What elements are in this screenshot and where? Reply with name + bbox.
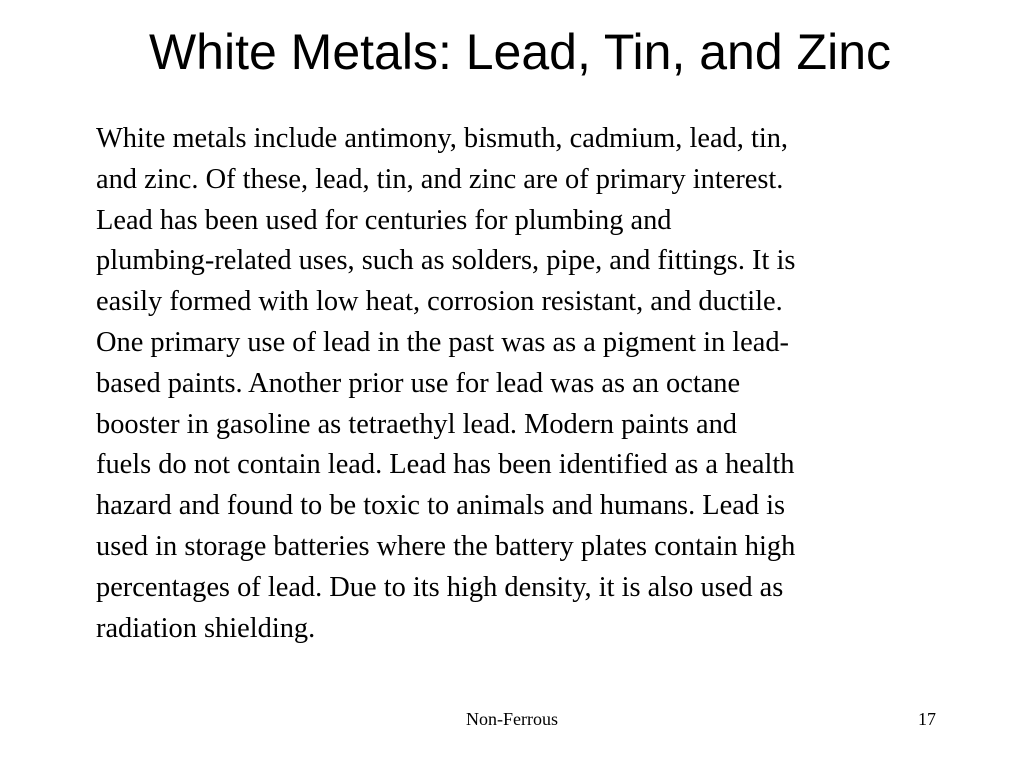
body-line: White metals include antimony, bismuth, cadmium, lead, tin, bbox=[96, 123, 789, 154]
body-line: easily formed with low heat, corrosion resistant, and ductile. bbox=[96, 286, 783, 318]
body-paragraph bbox=[96, 119, 946, 649]
body-line: used in storage batteries where the battery plates contain high bbox=[96, 530, 796, 562]
body-line: booster in gasoline as tetraethyl lead. Modern paints and bbox=[96, 408, 737, 440]
body-line: fuels do not contain lead. Lead has been identified as a health bbox=[96, 449, 795, 481]
body-line: and zinc. Of these, lead, tin, and zinc are of primary interest. bbox=[96, 163, 784, 195]
body-line: radiation shielding. bbox=[96, 612, 316, 644]
body-line: percentages of lead. Due to its high density, it is also used as bbox=[96, 571, 784, 603]
body-line: plumbing-related uses, such as solders, pipe, and fittings. It is bbox=[96, 245, 796, 277]
slide-number: 17 bbox=[918, 709, 936, 729]
body-line: Lead has been used for centuries for plumbing and bbox=[96, 204, 672, 236]
body-line: One primary use of lead in the past was as a pigment in lead- bbox=[96, 326, 789, 358]
slide-title: White Metals: Lead, Tin, and Zinc bbox=[148, 24, 892, 80]
body-line: based paints. Another prior use for lead was as an octane bbox=[96, 367, 741, 399]
body-line: hazard and found to be toxic to animals and humans. Lead is bbox=[96, 490, 786, 522]
footer-section-label: Non-Ferrous bbox=[466, 709, 558, 729]
